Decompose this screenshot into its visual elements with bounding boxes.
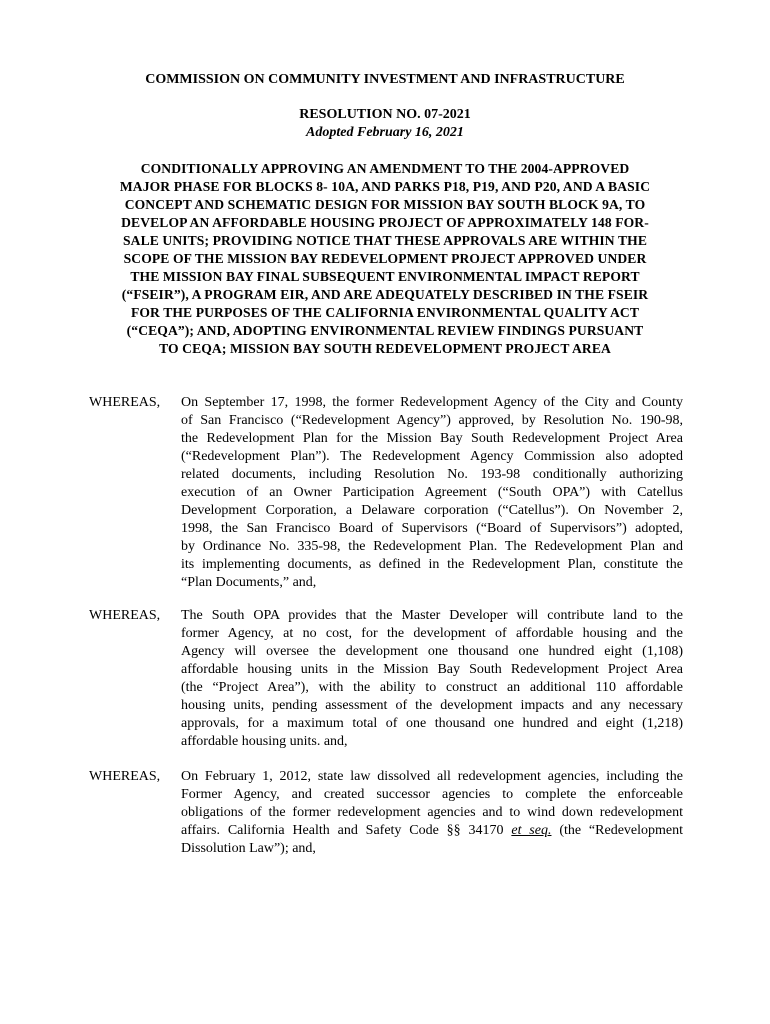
adopted-date: Adopted February 16, 2021 [306, 125, 464, 140]
clause-line: obligations of the former redevelopment agencies and to wind down redevelopment [181, 805, 683, 820]
clause-line: Development Corporation, a Delaware corporation (“Catellus”). On November 2, [181, 503, 683, 518]
resolution-title [85, 160, 685, 358]
clause-line: approvals, for a maximum total of one thousand one hundred and eight (1,218) [181, 716, 683, 731]
whereas-clause-1 [89, 394, 683, 592]
whereas-label: WHEREAS, [89, 769, 161, 784]
whereas-label: WHEREAS, [89, 395, 161, 410]
clause-line: execution of an Owner Participation Agreement (“South OPA”) with Catellus [181, 485, 683, 500]
title-line: SCOPE OF THE MISSION BAY REDEVELOPMENT PROJECT APPROVED UNDER [123, 251, 647, 266]
clause-line: “Plan Documents,” and, [181, 575, 317, 590]
title-line: (“FSEIR”), A PROGRAM EIR, AND ARE ADEQUATELY DESCRIBED IN THE FSEIR [121, 287, 649, 302]
clause-body [181, 607, 683, 751]
et-seq-text: et seq. [511, 823, 552, 838]
title-line: MAJOR PHASE FOR BLOCKS 8- 10A, AND PARKS P18, P19, AND P20, AND A BASIC [119, 179, 651, 194]
clause-line: affordable housing units in the Mission Bay South Redevelopment Project Area [181, 662, 683, 677]
whereas-clause-3 [89, 768, 683, 858]
clause-line: former Agency, at no cost, for the development of affordable housing and the [181, 626, 683, 641]
clause-line: affordable housing units. and, [181, 734, 348, 749]
title-line: THE MISSION BAY FINAL SUBSEQUENT ENVIRONMENTAL IMPACT REPORT [130, 269, 640, 284]
resolution-number: RESOLUTION NO. 07-2021 [299, 107, 471, 122]
citation-text: affairs. California Health and Safety Code §§ 34170 [181, 823, 504, 838]
title-line: (“CEQA”); AND, ADOPTING ENVIRONMENTAL REVIEW FINDINGS PURSUANT [126, 323, 644, 338]
clause-line: (“Redevelopment Plan”). The Redevelopment Agency Commission also adopted [181, 449, 683, 464]
clause-line: by Ordinance No. 335-98, the Redevelopment Plan. The Redevelopment Plan and [181, 539, 683, 554]
whereas-clause-2 [89, 607, 683, 751]
clause-body [181, 394, 683, 592]
title-line: CONDITIONALLY APPROVING AN AMENDMENT TO THE 2004-APPROVED [140, 161, 630, 176]
clause-line: of San Francisco (“Redevelopment Agency”) approved, by Resolution No. 190-98, [181, 413, 683, 428]
clause-body [181, 768, 683, 858]
clause-line: housing units, pending assessment of the development impacts and any necessary [181, 698, 683, 713]
whereas-label: WHEREAS, [89, 608, 161, 623]
citation-continuation: (the “Redevelopment [551, 823, 683, 838]
clause-line: Agency will oversee the development one thousand one hundred eight (1,108) [181, 644, 683, 659]
title-line: TO CEQA; MISSION BAY SOUTH REDEVELOPMENT PROJECT AREA [159, 341, 611, 356]
clause-line: The South OPA provides that the Master Developer will contribute land to the [181, 608, 683, 623]
clause-line: its implementing documents, as defined in the Redevelopment Plan, constitute the [181, 557, 683, 572]
clause-line: On September 17, 1998, the former Redevelopment Agency of the City and County [181, 395, 683, 410]
clause-line: related documents, including Resolution No. 193-98 conditionally authorizing [181, 467, 683, 482]
title-line: FOR THE PURPOSES OF THE CALIFORNIA ENVIRONMENTAL QUALITY ACT [130, 305, 640, 320]
clause-line: the Redevelopment Plan for the Mission Bay South Redevelopment Project Area [181, 431, 683, 446]
clause-line-with-citation [181, 822, 683, 840]
clause-line: 1998, the San Francisco Board of Supervisors (“Board of Supervisors”) adopted, [181, 521, 683, 536]
title-line: SALE UNITS; PROVIDING NOTICE THAT THESE APPROVALS ARE WITHIN THE [123, 233, 647, 248]
clause-line: Dissolution Law”); and, [181, 841, 316, 856]
title-line: CONCEPT AND SCHEMATIC DESIGN FOR MISSION BAY SOUTH BLOCK 9A, TO [124, 197, 646, 212]
commission-heading: COMMISSION ON COMMUNITY INVESTMENT AND INFRASTRUCTURE [145, 72, 625, 87]
clause-line: (the “Project Area”), with the ability to construct an additional 110 affordable [181, 680, 683, 695]
clause-line: On February 1, 2012, state law dissolved all redevelopment agencies, including the [181, 769, 683, 784]
clause-line: Former Agency, and created successor agencies to complete the enforceable [181, 787, 683, 802]
title-line: DEVELOP AN AFFORDABLE HOUSING PROJECT OF APPROXIMATELY 148 FOR- [121, 215, 649, 230]
